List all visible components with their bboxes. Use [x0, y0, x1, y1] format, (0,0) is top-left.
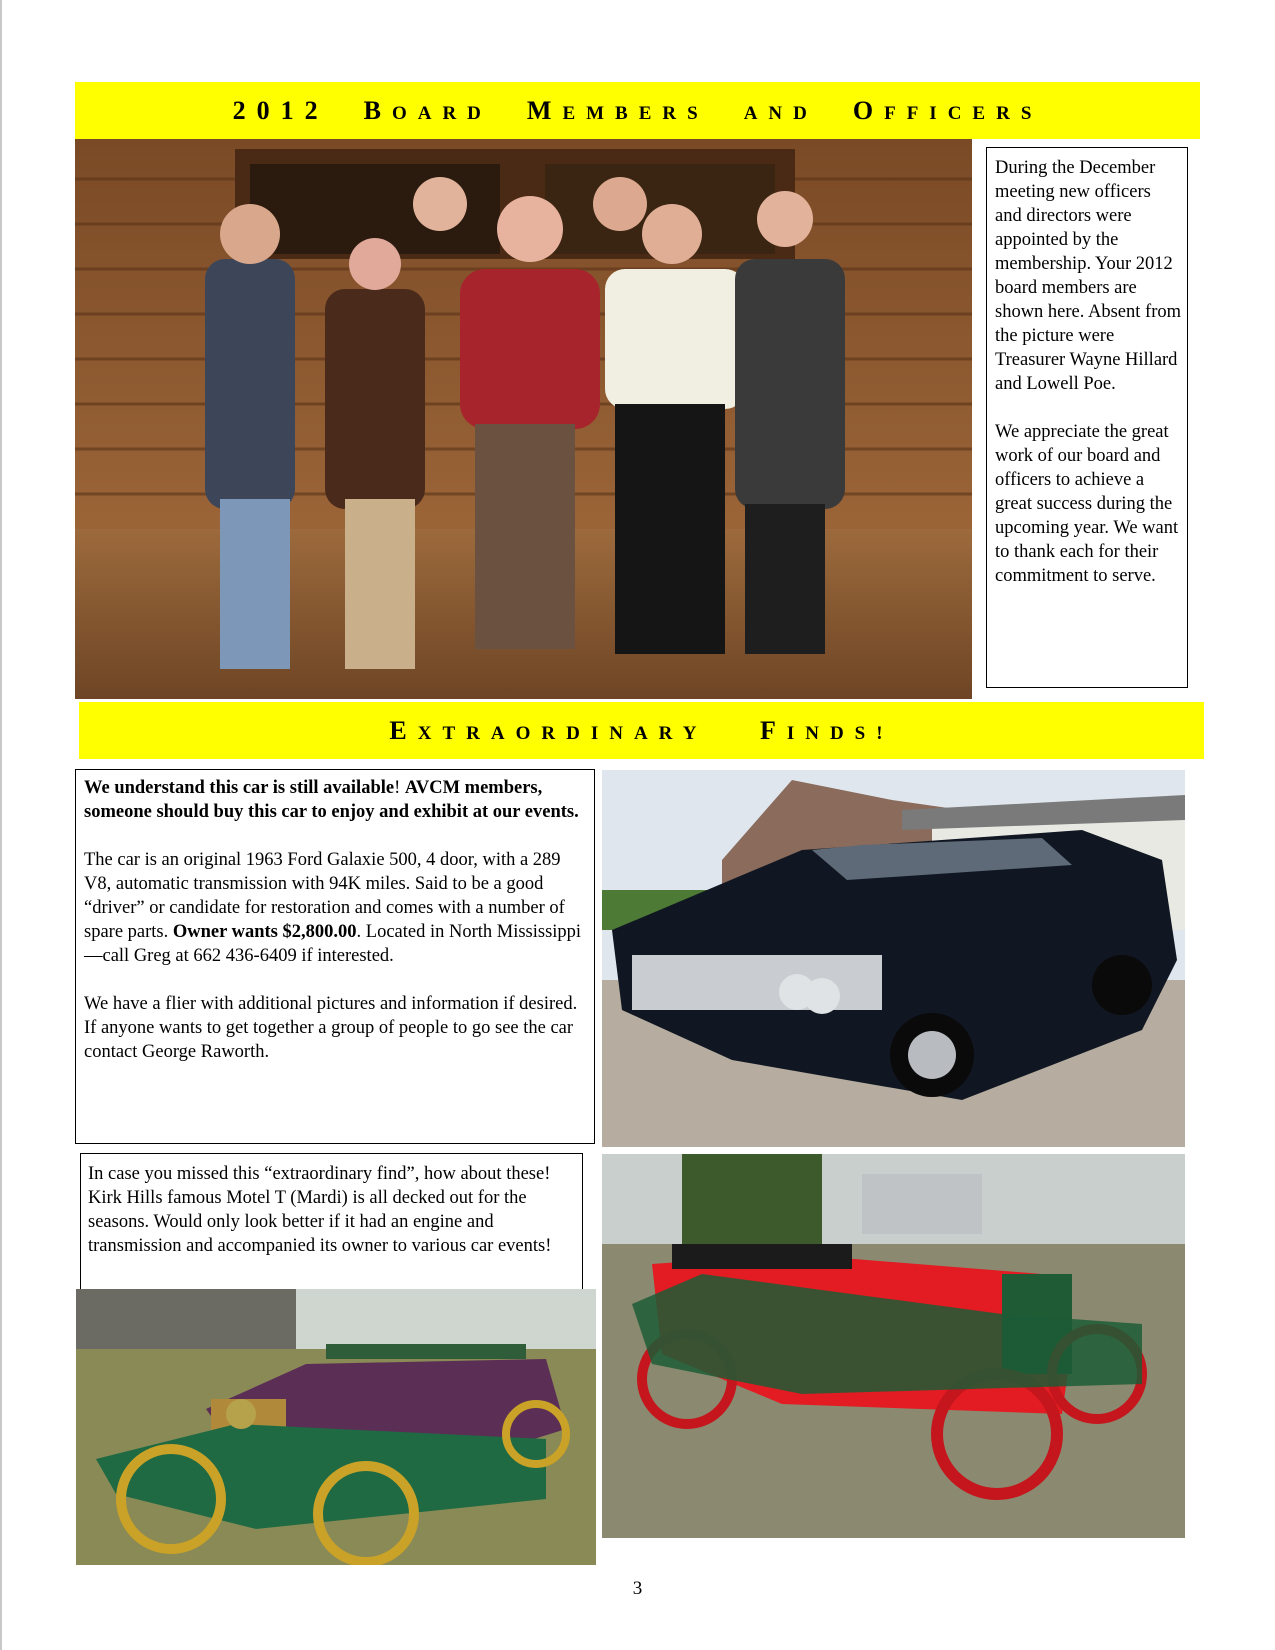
board-note-paragraph: We appreciate the great work of our board and officers to achieve a great success during the upcoming year. We want to thank each for their commitment to serve.	[995, 422, 1179, 586]
board-section-heading	[75, 82, 1200, 139]
heading-initial: E	[389, 715, 418, 745]
galaxie-note-box	[75, 769, 595, 1144]
heading-word: OARD	[391, 102, 492, 124]
heading-word: AND	[743, 102, 818, 124]
heading-initial: M	[526, 95, 563, 125]
page-edge-rule	[0, 0, 2, 1650]
board-group-photo	[75, 139, 972, 699]
modelt-note-text: In case you missed this “extraordinary find”, how about these! Kirk Hills famous Motel T (Mardi) is all decked out for the seasons. Would only look better if it had an engine and transmission and accompanied its owner to various car events!	[88, 1164, 552, 1256]
finds-section-heading	[79, 702, 1204, 759]
heading-initial: B	[363, 95, 392, 125]
heading-word: FFICERS	[884, 102, 1043, 124]
heading-initial: O	[852, 95, 885, 125]
details-text: The car is an original 1963 Ford Galaxie 500, 4 door, with a 289 V8, automatic transmission with 94K miles. Said to be a good “driver” or candidate for restoration and comes with a number of spare parts.	[84, 850, 565, 942]
ford-galaxie-photo	[602, 770, 1185, 1147]
red-model-t-photo	[602, 1154, 1185, 1538]
details-text: . Located in North Mississippi—call Greg at 662 436-6409 if interested.	[84, 922, 582, 966]
heading-year: 2012	[232, 95, 329, 125]
heading-word: INDS!	[786, 722, 894, 744]
intro-plain: !	[394, 778, 405, 798]
mardi-model-t-photo	[76, 1289, 596, 1565]
board-note-box	[986, 147, 1188, 688]
intro-bold: AVCM members, someone should buy this car to enjoy and exhibit at our events.	[84, 778, 579, 822]
galaxie-details	[84, 848, 586, 968]
board-heading-text	[233, 96, 1043, 126]
heading-initial: F	[759, 715, 787, 745]
page-number: 3	[632, 1578, 643, 1599]
galaxie-flier: We have a flier with additional pictures and information if desired. If anyone wants to get together a group of people to go see the car contact George Raworth.	[84, 994, 578, 1062]
finds-heading-text	[389, 716, 893, 746]
galaxie-intro	[84, 776, 586, 824]
asking-price: Owner wants $2,800.00	[172, 922, 357, 942]
board-note-paragraph: During the December meeting new officers and directors were appointed by the membership. Your 2012 board members are shown here. Absent from the picture were Treasurer Wayne Hillard and Lowell Poe.	[995, 158, 1181, 394]
modelt-note-box	[80, 1153, 583, 1289]
heading-word: XTRAORDINARY	[417, 722, 708, 744]
intro-bold: We understand this car is still available	[84, 778, 395, 798]
heading-word: EMBERS	[562, 102, 709, 124]
